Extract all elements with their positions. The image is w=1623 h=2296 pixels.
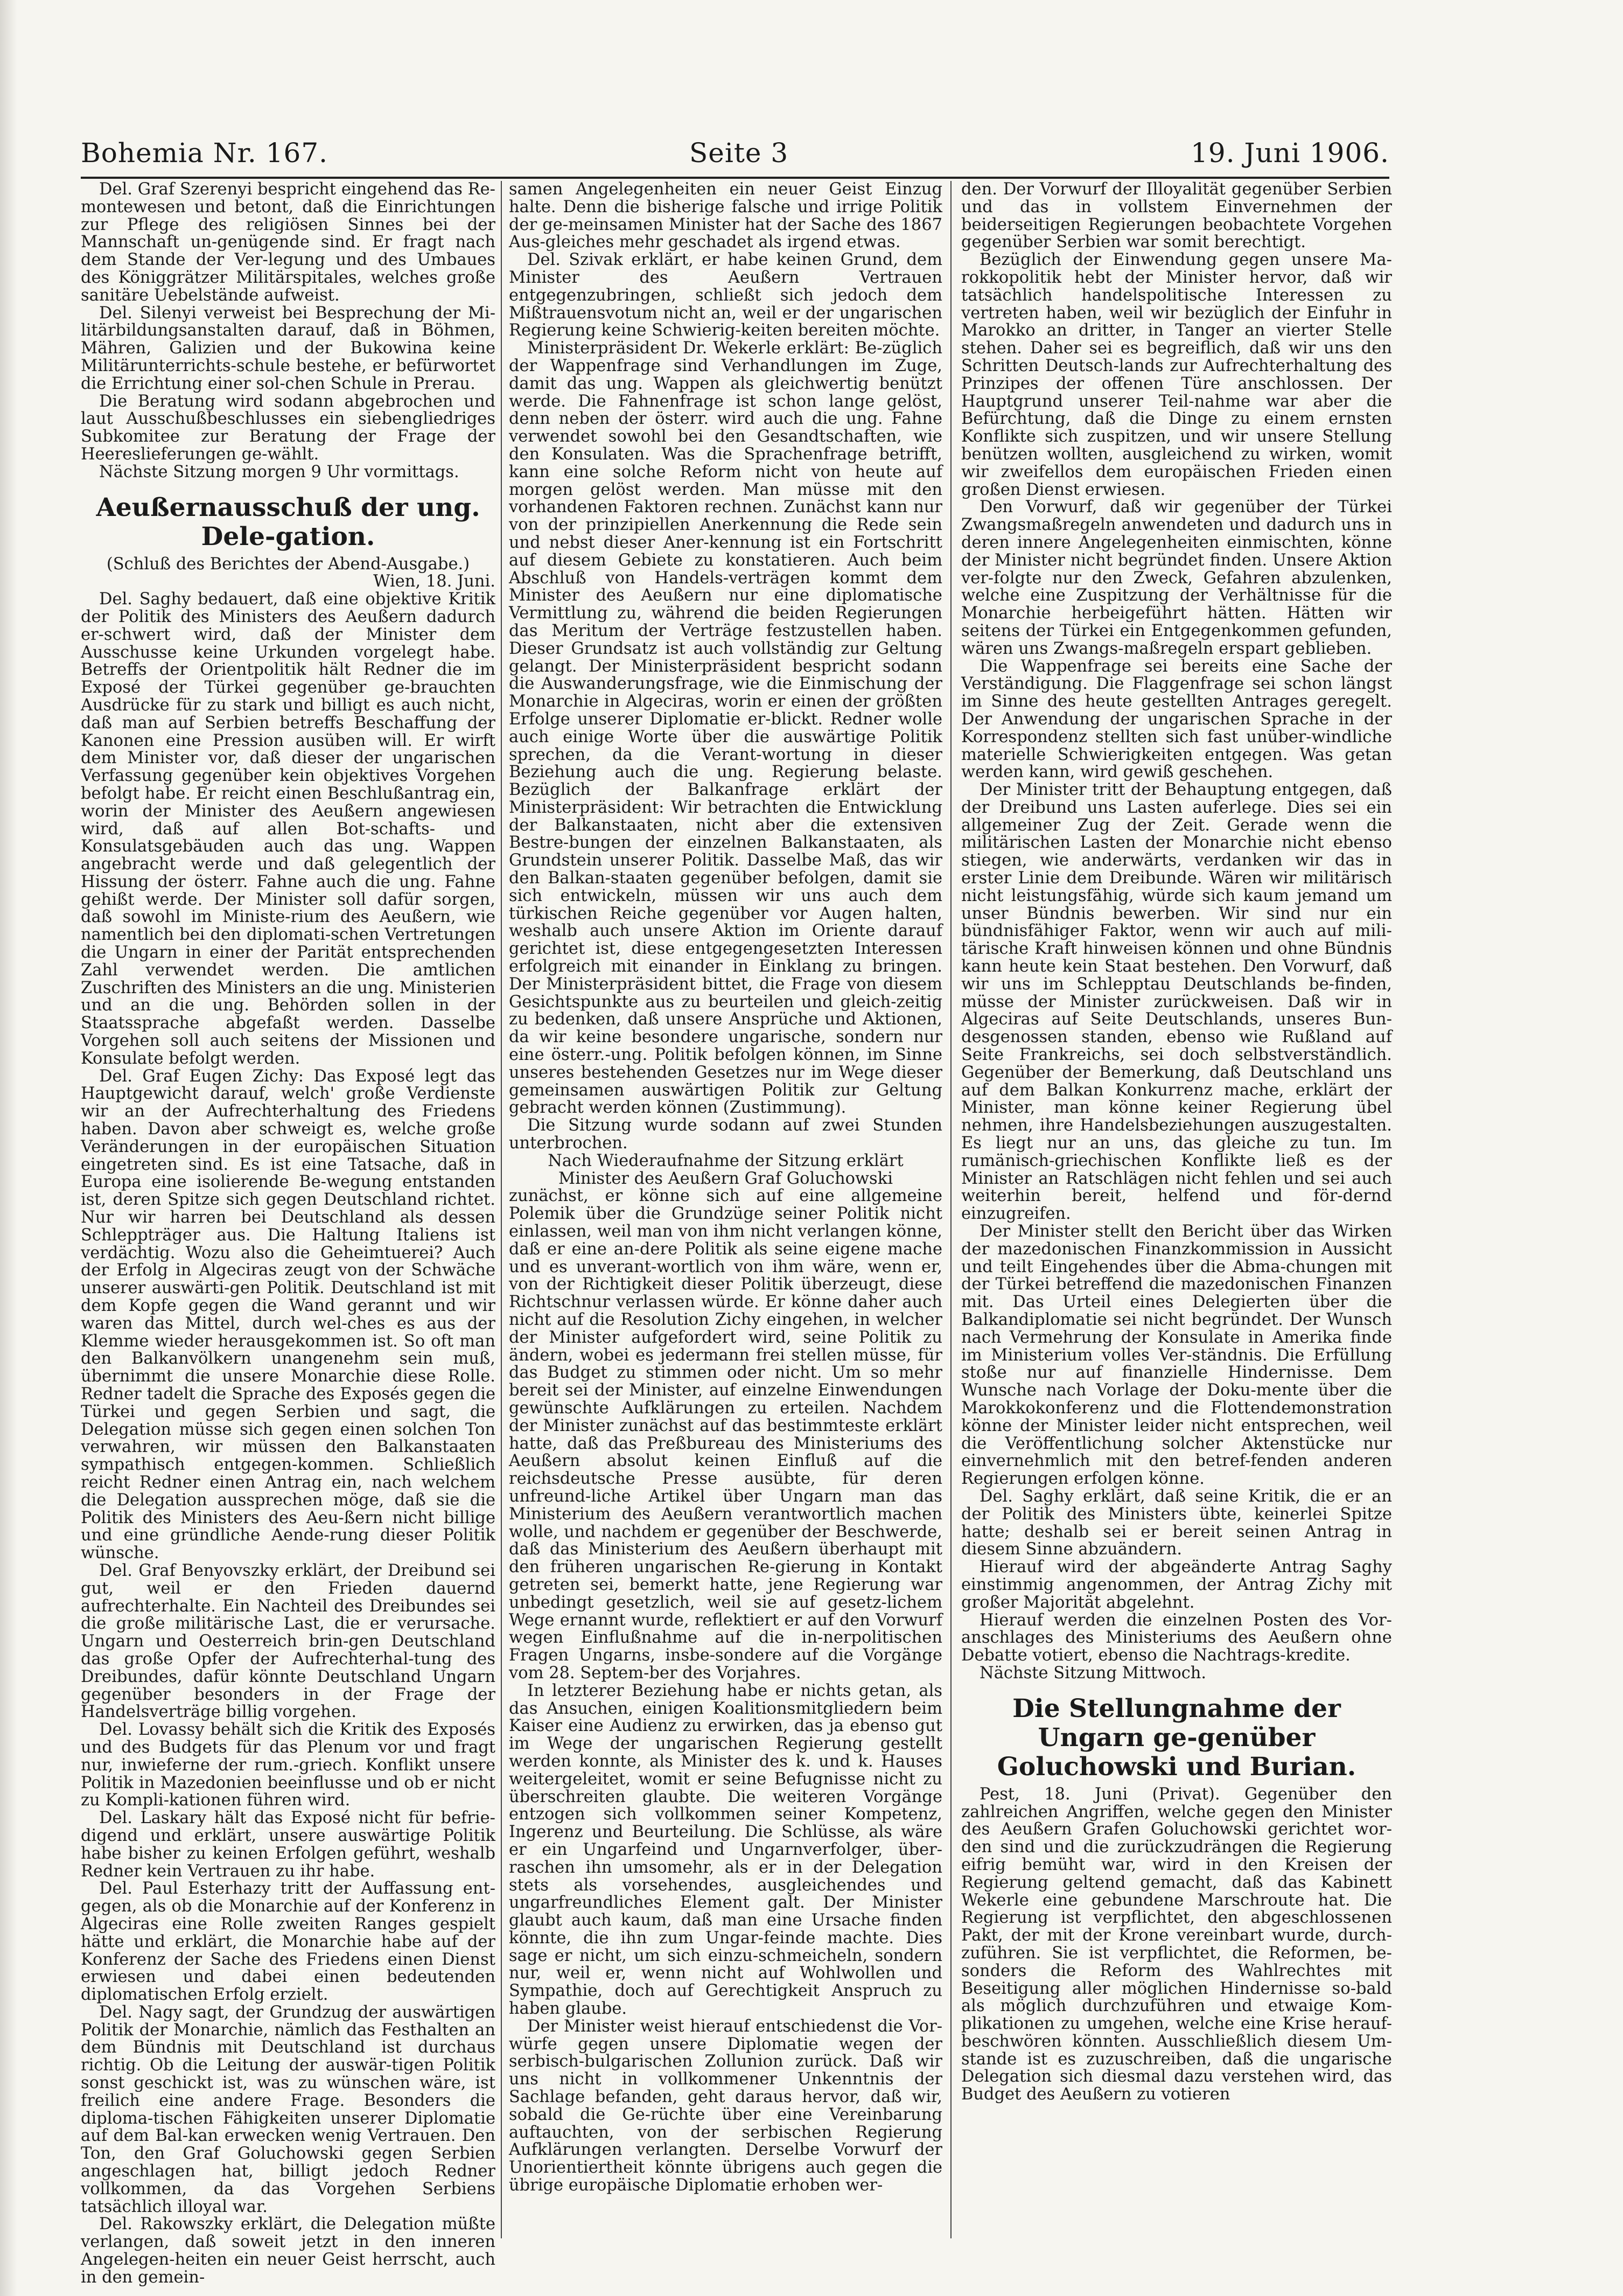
column-divider <box>950 181 952 2238</box>
page-header <box>81 137 1389 170</box>
column-divider <box>501 181 502 2238</box>
column-1 <box>81 180 495 2287</box>
paragraph: Pest, 18. Juni (Privat). Gegenüber den zahlreichen Angriffen, welche gegen den Minister des Aeußern Grafen Goluchowski gerichtet wor-den sind und die zurückzudrängen die Regierung eifrig bemüht war, wird in den Kreisen der Regierung geltend gemacht, daß das Kabinett Wekerle eine gebundene Marschroute hat. Die Regierung ist verpflichtet, den abgeschlossenen Pakt, der mit der Krone vereinbart wurde, durch-zuführen. Sie ist verpflichtet, die Reformen, be-sonders die Reform des Wahlrechtes mit Beseitigung aller möglichen Hindernisse so-bald als möglich durchzuführen und etwaige Kom-plikationen zu umgehen, welche eine Krise herauf-beschwören könnten. Ausschließlich diesem Um-stande ist es zuzuschreiben, daß die ungarische Delegation sich diesmal dazu verstehen wird, das Budget des Aeußern zu votieren <box>961 1784 1392 2104</box>
paragraph: den. Der Vorwurf der Illoyalität gegenüber Serbien und das in vollstem Einvernehmen der beiderseitigen Regierungen beobachtete Vorgehen gegenüber Serbien war somit berechtigt. <box>961 180 1392 252</box>
binding-shadow <box>0 0 17 2296</box>
paragraph: Del. Graf Szerenyi bespricht eingehend das Re-montewesen und betont, daß die Einrichtungen zur Pflege des religiösen Sinnes bei der Mannschaft un-genügende sind. Er fragt nach dem Stande der Ver-legung und des Umbaues des Königgrätzer Militärspitales, welches große sanitäre Uebelstände aufweist. <box>81 180 495 305</box>
issue-date: 19. Juni 1906. <box>1191 137 1389 169</box>
paragraph: Nächste Sitzung Mittwoch. <box>980 1663 1207 1683</box>
speaker-heading: Minister des Aeußern Graf Goluchowski <box>558 1169 893 1188</box>
paragraph: Del. Nagy sagt, der Grundzug der auswärtigen Politik der Monarchie, nämlich das Festhalten an dem Bündnis mit Deutschland ist durchaus richtig. Ob die Leitung der auswär-tigen Politik sonst geschickt ist, was zu wünschen wäre, ist freilich eine andere Frage. Besonders die diploma-tischen Fähigkeiten unserer Diplomatie auf dem Bal-kan erwecken wenig Vertrauen. Den Ton, den Graf Goluchowski gegen Serbien angeschlagen hat, billigt jedoch Redner vollkommen, da das Vorgehen Serbiens tatsächlich illoyal war. <box>81 2002 495 2216</box>
column-2 <box>509 181 942 2238</box>
paragraph: Del. Lovassy behält sich die Kritik des Exposés und des Budgets für das Plenum vor und fragt nur, inwieferne der rum.-griech. Konflikt unsere Politik in Mazedonien beeinflusse und ob er nicht zu Kompli-kationen führen wird. <box>81 1720 495 1810</box>
page-number: Seite 3 <box>689 137 789 169</box>
masthead-issue: Bohemia Nr. 167. <box>81 137 328 169</box>
paragraph: Ministerpräsident Dr. Wekerle erklärt: Be-züglich der Wappenfrage sind Verhandlungen im Zuge, damit das ung. Wappen als gleichwertig benützt werde. Die Fahnenfrage ist schon lange gelöst, denn neben der österr. wird auch die ung. Fahne verwendet sowohl bei den Gesandtschaften, wie den Konsulaten. Was die Sprachenfrage betrifft, kann eine solche Reform nicht von heute auf morgen gelöst werden. Man müsse mit den vorhandenen Faktoren rechnen. Zunächst kann nur von der prinzipiellen Anerkennung die Rede sein und nebst dieser Aner-kennung ist ein Fortschritt auf diesem Gebiete zu konstatieren. Auch beim Abschluß von Handels-verträgen kommt dem Minister des Aeußern nur eine diplomatische Vermittlung zu, während die beiden Regierungen das Meritum der Verträge festzustellen haben. Dieser Grundsatz ist auch vollständig zur Geltung gelangt. Der Ministerpräsident bespricht sodann die Auswanderungsfrage, wie die Einmischung der Monarchie in Algeciras, worin er einen der größten Erfolge unserer Diplomatie er-blickt. Redner wolle auch einige Worte über die auswärtige Politik sprechen, da die Verant-wortung in dieser Beziehung auch die ung. Regierung belaste. Bezüglich der Balkanfrage erklärt der Ministerpräsident: Wir betrachten die Entwicklung der Balkanstaaten, nicht aber die extensiven Bestre-bungen der einzelnen Balkanstaaten, als Grundstein unserer Politik. Dasselbe Maß, das wir den Balkan-staaten gegenüber befolgen, damit sie sich entwickeln, müssen wir uns auch dem türkischen Reiche gegenüber vor Augen halten, weshalb auch unsere Aktion im Oriente darauf gerichtet ist, diese entgegengesetzten Interessen erfolgreich mit einander in Einklang zu bringen. Der Ministerpräsident bittet, die Frage von diesem Gesichtspunkte aus zu beurteilen und gleich-zeitig zu bedenken, daß unsere Ansprüche und Aktionen, da wir keine besondere ungarische, sondern nur eine österr.-ung. Politik befolgen können, im Sinne unseres bestehenden Gesetzes nur im Wege dieser gemeinsamen auswärtigen Politik zur Geltung gebracht werden können (Zustimmung). <box>509 339 942 1118</box>
paragraph: Der Minister stellt den Bericht über das Wirken der mazedonischen Finanzkommission in Aussicht und teilt Eingehendes über die Abma-chungen mit der Türkei betreffend die mazedonischen Finanzen mit. Das Urteil eines Delegierten über die Balkandiplomatie sei nicht begründet. Der Wunsch nach Vermehrung der Konsulate in Amerika finde im Ministerium volles Ver-ständnis. Die Erfüllung stoße nur auf finanzielle Hindernisse. Dem Wunsche nach Vorlage der Doku-mente über die Marokkokonferenz und die Flottendemonstration könne der Minister leider nicht entsprechen, weil die Veröffentlichung solcher Aktenstücke nur einvernehmlich mit den betref-fenden anderen Regierungen erfolgen könne. <box>961 1222 1392 1489</box>
paragraph: Del. Graf Eugen Zichy: Das Exposé legt das Hauptgewicht darauf, welch' große Verdienste wir an der Aufrechterhaltung des Friedens haben. Davon aber schweigt es, welche große Veränderungen in der europäischen Situation eingetreten sind. Es ist eine Tatsache, daß in Europa eine isolierende Be-wegung entstanden ist, deren Spitze sich gegen Deutschland richtet. Nur wir harren bei Deutschland als dessen Schleppträger aus. Die Haltung Italiens ist verdächtig. Wozu also die Geheimtuerei? Auch der Erfolg in Algeciras zeugt von der Schwäche unserer auswärti-gen Politik. Deutschland ist mit dem Kopfe gegen die Wand gerannt und wir waren das Mittel, durch wel-ches es aus der Klemme wieder herausgekommen ist. So oft man den Balkanvölkern unangenehm sein muß, übernimmt die unsere Monarchie diese Rolle. Redner tadelt die Sprache des Exposés gegen die Türkei und gegen Serbien und sagt, die Delegation müsse sich gegen einen solchen Ton verwahren, wir müssen den Balkanstaaten sympathisch entgegen-kommen. Schließlich reicht Redner einen Antrag ein, nach welchem die Delegation aussprechen möge, daß sie die Politik des Ministers des Aeu-ßern nicht billige und eine gründliche Aende-rung dieser Politik wünsche. <box>81 1066 495 1563</box>
paragraph: Del. Saghy bedauert, daß eine objektive Kritik der Politik des Ministers des Aeußern dadurch er-schwert wird, daß der Minister dem Ausschusse keine Urkunden vorgelegt habe. Betreffs der Orientpolitik hält Redner die im Exposé der Türkei gegenüber ge-brauchten Ausdrücke für zu stark und billigt es auch nicht, daß man auf Serbien betreffs Beschaffung der Kanonen eine Pression ausüben will. Er wirft dem Minister vor, daß dieser der ungarischen Verfassung gegenüber kein objektives Vorgehen befolgt habe. Er reicht einen Beschlußantrag ein, worin der Minister des Aeußern angewiesen wird, daß auf allen Bot-schafts- und Konsulatsgebäuden auch das ung. Wappen angebracht werde und daß gelegentlich der Hissung der österr. Fahne auch die ung. Fahne gehißt werde. Der Minister soll dafür sorgen, daß sowohl im Ministe-rium des Aeußern, wie namentlich bei den diplomati-schen Vertretungen die Ungarn in einer der Parität entsprechenden Zahl verwendet werden. Die amtlichen Zuschriften des Ministers an die ung. Ministerien und an die ung. Behörden sollen in der Staatssprache abgefaßt werden. Dasselbe Vorgehen soll auch seitens der Missionen und Konsulate befolgt werden. <box>81 590 495 1068</box>
paragraph: Der Minister tritt der Behauptung entgegen, daß der Dreibund uns Lasten auferlege. Dies sei ein allgemeiner Zug der Zeit. Gerade wenn die militärischen Lasten der Monarchie nicht ebenso stiegen, wie anderwärts, verdanken wir das in erster Linie dem Dreibunde. Wären wir militärisch nicht leistungsfähig, würde sich kaum jemand um unser Bündnis bewerben. Wir sind nur ein bündnisfähiger Faktor, wenn wir auch auf mili-tärische Kraft hinweisen können und ohne Bündnis kann heute kein Staat bestehen. Den Vorwurf, daß wir uns im Schlepptau Deutschlands be-finden, müsse der Minister zurückweisen. Daß wir in Algeciras auf Seite Deutschlands, unseres Bun-desgenossen standen, ebenso wie Rußland auf Seite Frankreichs, sei doch selbstverständlich. Gegenüber der Bemerkung, daß Deutschland uns auf dem Balkan Konkurrenz mache, erklärt der Minister, man könne keiner Regierung übel nehmen, ihre Handelsbeziehungen auszugestalten. Es liegt nur an uns, das gleiche zu tun. Im rumänisch-griechischen Konflikte ließ es der Minister an Ratschlägen nicht fehlen und sei auch weiterhin bereit, helfend und för-dernd einzugreifen. <box>961 780 1392 1224</box>
paragraph: Nächste Sitzung morgen 9 Uhr vormittags. <box>99 462 459 481</box>
paragraph: Die Sitzung wurde sodann auf zwei Stunden unterbrochen. <box>509 1116 942 1153</box>
session-resume-note: Nach Wiederaufnahme der Sitzung erklärt <box>548 1151 904 1170</box>
paragraph: samen Angelegenheiten ein neuer Geist Einzug halte. Denn die bisherige falsche und irrige Politik der ge-meinsamen Minister hat der Sache des 1867 Aus-gleiches mehr geschadet als irgend etwas. <box>509 180 942 252</box>
paragraph: Bezüglich der Einwendung gegen unsere Ma-rokkopolitik hebt der Minister hervor, daß wir tatsächlich handelspolitische Interessen zu vertreten haben, weil wir bezüglich der Einfuhr in Marokko an dritter, in Tanger an vierter Stelle stehen. Daher sei es begreiflich, daß wir uns den Schritten Deutsch-lands zur Aufrechterhaltung des Prinzipes der offenen Türe anschlossen. Der Hauptgrund unserer Teil-nahme war aber die Befürchtung, daß die Dinge zu einem ernsten Konflikte sich zuspitzen, und wir unsere Stellung benützen wollten, ausgleichend zu wirken, womit wir zweifellos dem europäischen Frieden einen großen Dienst erwiesen. <box>961 250 1392 499</box>
paragraph: Del. Laskary hält das Exposé nicht für befrie-digend und erklärt, unsere auswärtige Politik habe bisher zu keinen Erfolgen geführt, weshalb Redner kein Vertrauen zu ihr habe. <box>81 1809 495 1881</box>
paragraph: In letzterer Beziehung habe er nichts getan, als das Ansuchen, einigen Koalitionsmitgliedern beim Kaiser eine Audienz zu erwirken, das ja ebenso gut im Wege der ungarischen Regierung gestellt werden konnte, als Minister des k. und k. Hauses weitergeleitet, womit er seine Befugnisse nicht zu überschreiten glaubte. Die weiteren Vorgänge entzogen sich vollkommen seiner Kompetenz, Ingerenz und Beurteilung. Die Schlüsse, als wäre er ein Ungarfeind und Ungarnverfolger, über-raschen ihn umsomehr, als er in der Delegation stets als vorsehendes, ausgleichendes und ungarfreundliches Element galt. Der Minister glaubt auch kaum, daß man eine Ursache finden könnte, die ihn zum Ungar-feinde machte. Dies sage er nicht, um sich einzu-schmeicheln, sondern nur, weil er, wenn nicht auf Wohlwollen und Sympathie, doch auf Gerechtigkeit Anspruch zu haben glaube. <box>509 1681 942 2019</box>
paragraph: Der Minister weist hierauf entschiedenst die Vor-würfe gegen unsere Diplomatie wegen der serbisch-bulgarischen Zollunion zurück. Daß wir uns nicht in vollkommener Unkenntnis der Sachlage befanden, geht daraus hervor, daß wir, sobald die Ge-rüchte über eine Vereinbarung auftauchten, von der serbischen Regierung Aufklärungen verlangten. Derselbe Vorwurf der Unorientiertheit könnte übrigens auch gegen die übrige europäische Diplomatie erhoben wer- <box>509 2016 942 2195</box>
paragraph: Die Beratung wird sodann abgebrochen und laut Ausschußbeschlusses ein siebengliedriges Subkomitee zur Beratung der Frage der Heereslieferungen ge-wählt. <box>81 392 495 464</box>
paragraph: Del. Paul Esterhazy tritt der Auffassung ent-gegen, als ob die Monarchie auf der Konferenz in Algeciras eine Rolle zweiten Ranges gespielt hätte und erklärt, die Monarchie habe auf der Konferenz der Sache des Friedens einen Dienst erwiesen und dabei einen bedeutenden diplomatischen Erfolg erzielt. <box>81 1879 495 2005</box>
paragraph: Del. Silenyi verweist bei Besprechung der Mi-litärbildungsanstalten darauf, daß in Böhmen, Mähren, Galizien und der Bukowina keine Militärunterrichts-schule bestehe, er befürwortet die Errichtung einer sol-chen Schule in Prerau. <box>81 303 495 393</box>
paragraph: zunächst, er könne sich auf eine allgemeine Polemik über die Grundzüge seiner Politik nicht einlassen, weil man von ihm nicht verlangen könne, daß er eine an-dere Politik als seine eigene mache und es unverant-wortlich von ihm wäre, wenn er, von der Richtigkeit dieser Politik überzeugt, diese Richtschnur verlassen würde. Er könne daher auch nicht auf die Resolution Zichy eingehen, in welcher der Minister aufgefordert wird, seine Politik zu ändern, wobei es jedermann frei stellen müsse, für das Budget zu stimmen oder nicht. Um so mehr bereit sei der Minister, auf einzelne Einwendungen gewünschte Aufklärungen zu erteilen. Nachdem der Minister zunächst auf das bestimmteste erklärt hatte, daß das Preßbureau des Ministeriums des Aeußern absolut keinen Einfluß auf die reichsdeutsche Presse ausübte, für deren unfreund-liche Artikel über Ungarn man das Ministerium des Aeußern verantwortlich machen wolle, und nachdem er gegenüber der Beschwerde, daß das Ministerium des Aeußern überhaupt mit den früheren ungarischen Re-gierung in Kontakt getreten sei, bemerkt hatte, jene Regierung war unbedingt gesetzlich, weil sie auf gesetz-lichem Wege ernannt wurde, reflektiert er auf den Vorwurf wegen Einflußnahme auf die in-nerpolitischen Fragen Ungarns, insbe-sondere auf die Vorgänge vom 28. Septem-ber des Vorjahres. <box>509 1187 942 1683</box>
article-heading: Die Stellungnahme der Ungarn ge-genüber Goluchowski und Burian. <box>997 1693 1356 1782</box>
paragraph: Del. Rakowszky erklärt, die Delegation müßte verlangen, daß soweit jetzt in den inneren Angelegen-heiten ein neuer Geist herrscht, auch in den gemein- <box>81 2215 495 2287</box>
column-3 <box>961 181 1392 2238</box>
paragraph: Die Wappenfrage sei bereits eine Sache der Verständigung. Die Flaggenfrage sei schon längst im Sinne des heute gestellten Antrages geregelt. Der Anwendung der ungarischen Sprache in der Korrespondenz stellten sich fast unüber-windliche materielle Schwierigkeiten entgegen. Was getan werden kann, wird gewiß geschehen. <box>961 657 1392 782</box>
paragraph: Den Vorwurf, daß wir gegenüber der Türkei Zwangsmaßregeln anwendeten und dadurch uns in deren innere Angelegenheiten einmischten, könne der Minister nicht begründet finden. Unsere Aktion ver-folgte nur den Zweck, Gefahren abzulenken, welche eine Zuspitzung der Verhältnisse für die Monarchie herbeigeführt hätten. Hätten wir seitens der Türkei ein Entgegenkommen gefunden, wären uns Zwangs-maßregeln erspart geblieben. <box>961 498 1392 658</box>
paragraph: Hierauf wird der abgeänderte Antrag Saghy einstimmig angenommen, der Antrag Zichy mit großer Majorität abgelehnt. <box>961 1558 1392 1612</box>
paragraph: Hierauf werden die einzelnen Posten des Vor-anschlages des Ministeriums des Aeußern ohne Debatte votiert, ebenso die Nachtrags-kredite. <box>961 1610 1392 1665</box>
article-heading: Aeußernausschuß der ung. Dele-gation. <box>96 492 480 552</box>
paragraph: Del. Szivak erklärt, er habe keinen Grund, dem Minister des Aeußern Vertrauen entgegenzubringen, schließt sich jedoch dem Mißtrauensvotum nicht an, weil er der ungarischen Regierung keine Schwierig-keiten bereiten möchte. <box>509 250 942 340</box>
paragraph: Del. Saghy erklärt, daß seine Kritik, die er an der Politik des Ministers übte, keinerlei Spitze hatte; deshalb sei er bereit seinen Antrag in diesem Sinne abzuändern. <box>961 1487 1392 1559</box>
header-rule <box>81 177 1389 179</box>
article-subheading: (Schluß des Berichtes der Abend-Ausgabe.) <box>106 554 470 574</box>
paragraph: Del. Graf Benyovszky erklärt, der Dreibund sei gut, weil er den Frieden dauernd aufrechterhalte. Ein Nachteil des Dreibundes sei die große militärische Last, die er verursache. Ungarn und Oesterreich brin-gen Deutschland das große Opfer der Aufrechterhal-tung des Dreibundes, dafür könnte Deutschland Ungarn gegenüber besonders in der Frage der Handelsverträge billig vorgehen. <box>81 1561 495 1722</box>
dateline: Wien, 18. Juni. <box>373 572 495 591</box>
